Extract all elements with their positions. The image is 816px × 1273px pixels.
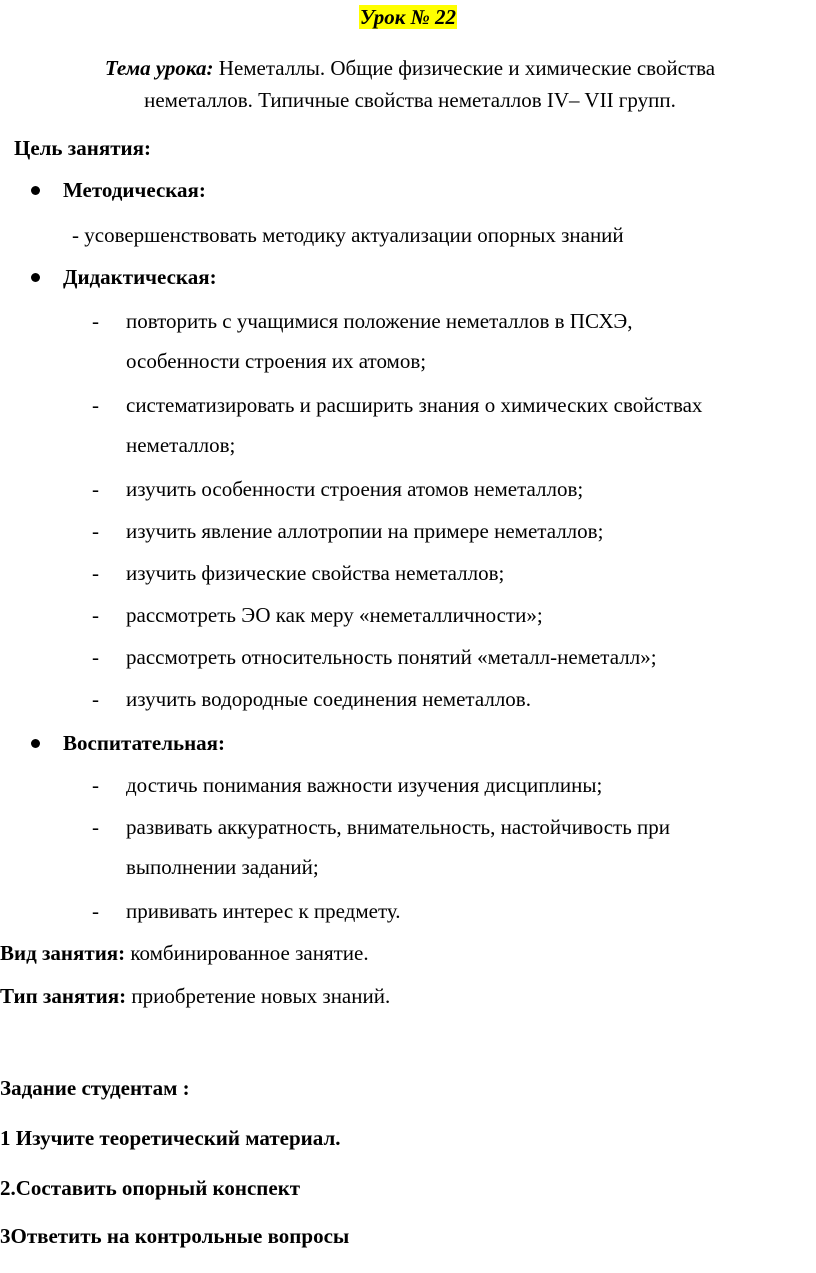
methodical-heading: Методическая: <box>63 178 206 202</box>
lesson-kind-label: Вид занятия: <box>0 941 126 965</box>
lesson-title: Урок № 22 <box>359 5 457 29</box>
educational-item-3: прививать интерес к предмету. <box>126 899 401 923</box>
list-dash: - <box>92 477 99 501</box>
lesson-topic <box>40 52 780 116</box>
assignment-task-2: 2.Составить опорный конспект <box>0 1176 301 1200</box>
lesson-kind <box>0 939 369 967</box>
list-dash: - <box>92 561 99 585</box>
didactic-item-1-line1: повторить с учащимися положение неметаллов в ПСХЭ, <box>126 309 633 333</box>
educational-item-1: достичь понимания важности изучения дисциплины; <box>126 773 603 797</box>
lesson-title-line <box>0 3 816 31</box>
topic-label: Тема урока: <box>104 56 214 80</box>
didactic-item-7: рассмотреть относительность понятий «металл-неметалл»; <box>126 645 657 669</box>
educational-heading: Воспитательная: <box>63 731 226 755</box>
list-dash: - <box>92 815 99 839</box>
topic-text-line2: неметаллов. Типичные свойства неметаллов IV– VII групп. <box>144 88 676 112</box>
list-dash: - <box>92 645 99 669</box>
didactic-item-1-line2: особенности строения их атомов; <box>126 349 427 373</box>
didactic-item-6: рассмотреть ЭО как меру «неметалличности»; <box>126 603 543 627</box>
list-dash: - <box>92 393 99 417</box>
didactic-heading: Дидактическая: <box>63 265 217 289</box>
list-dash: - <box>92 773 99 797</box>
list-dash: - <box>92 309 99 333</box>
didactic-item-4: изучить явление аллотропии на примере неметаллов; <box>126 519 604 543</box>
didactic-item-2-line2: неметаллов; <box>126 433 236 457</box>
educational-item-2-line2: выполнении заданий; <box>126 855 319 879</box>
list-dash: - <box>92 899 99 923</box>
didactic-item-3: изучить особенности строения атомов неметаллов; <box>126 477 584 501</box>
didactic-item-8: изучить водородные соединения неметаллов. <box>126 687 531 711</box>
didactic-item-5: изучить физические свойства неметаллов; <box>126 561 505 585</box>
list-dash: - <box>92 687 99 711</box>
lesson-type-label: Тип занятия: <box>0 984 127 1008</box>
methodical-item: - усовершенствовать методику актуализации опорных знаний <box>72 223 624 247</box>
lesson-type-value: приобретение новых знаний. <box>126 984 391 1008</box>
assignment-task-1: 1 Изучите теоретический материал. <box>0 1126 341 1150</box>
educational-item-2-line1: развивать аккуратность, внимательность, настойчивость при <box>126 815 671 839</box>
list-dash: - <box>92 603 99 627</box>
assignment-heading: Задание студентам : <box>0 1076 190 1100</box>
list-dash: - <box>92 519 99 543</box>
assignment-task-3: 3Ответить на контрольные вопросы <box>0 1224 350 1248</box>
bullet-icon <box>31 186 40 195</box>
bullet-icon <box>31 273 40 282</box>
didactic-item-2-line1: систематизировать и расширить знания о химических свойствах <box>126 393 703 417</box>
bullet-icon <box>31 739 40 748</box>
topic-text-line1: Неметаллы. Общие физические и химические свойства <box>213 56 716 80</box>
lesson-type <box>0 982 390 1010</box>
lesson-kind-value: комбинированное занятие. <box>125 941 369 965</box>
goal-heading: Цель занятия: <box>14 136 151 160</box>
